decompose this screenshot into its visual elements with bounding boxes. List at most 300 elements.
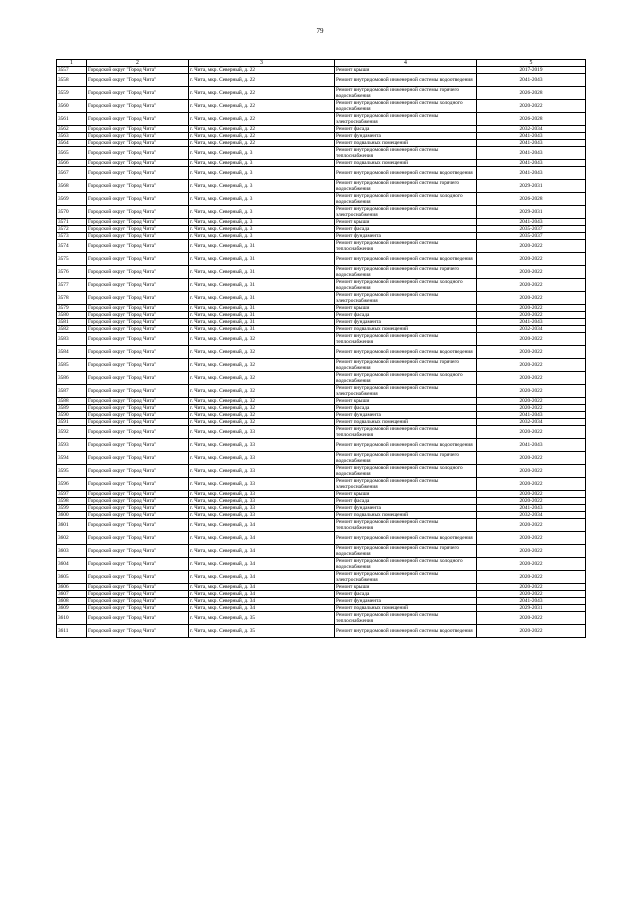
municipality-cell: Городской округ "Город Чита" bbox=[87, 465, 189, 478]
address-cell: г. Чита, мкр. Северный, д. 34 bbox=[189, 545, 335, 558]
address-cell: г. Чита, мкр. Северный, д. 3 bbox=[189, 206, 335, 219]
period-cell: 2029-2031 bbox=[477, 180, 586, 193]
row-number: 3566 bbox=[57, 160, 87, 167]
municipality-cell: Городской округ "Город Чита" bbox=[87, 505, 189, 512]
address-cell: г. Чита, мкр. Северный, д. 34 bbox=[189, 584, 335, 591]
work-type-cell: Ремонт фасада bbox=[335, 312, 477, 319]
row-number: 3603 bbox=[57, 545, 87, 558]
work-type-cell: Ремонт фасада bbox=[335, 591, 477, 598]
work-type-cell: Ремонт внутридомовой инженерной системы теплоснабжения bbox=[335, 519, 477, 532]
period-cell: 2020-2022 bbox=[477, 591, 586, 598]
municipality-cell: Городской округ "Город Чита" bbox=[87, 519, 189, 532]
column-header-1: 1 bbox=[57, 60, 87, 67]
period-cell: 2041-2043 bbox=[477, 598, 586, 605]
municipality-cell: Городской округ "Город Чита" bbox=[87, 305, 189, 312]
municipality-cell: Городской округ "Город Чита" bbox=[87, 598, 189, 605]
address-cell: г. Чита, мкр. Северный, д. 22 bbox=[189, 74, 335, 87]
municipality-cell: Городской округ "Город Чита" bbox=[87, 67, 189, 74]
column-header-5: 5 bbox=[477, 60, 586, 67]
table-row bbox=[57, 571, 586, 584]
municipality-cell: Городской округ "Город Чита" bbox=[87, 279, 189, 292]
row-number: 3601 bbox=[57, 519, 87, 532]
municipality-cell: Городской округ "Город Чита" bbox=[87, 498, 189, 505]
work-type-cell: Ремонт фундамента bbox=[335, 233, 477, 240]
period-cell: 2020-2022 bbox=[477, 426, 586, 439]
municipality-cell: Городской округ "Город Чита" bbox=[87, 140, 189, 147]
period-cell: 2020-2022 bbox=[477, 584, 586, 591]
work-type-cell: Ремонт внутридомовой инженерной системы холодного водоснабжения bbox=[335, 558, 477, 571]
row-number: 3577 bbox=[57, 279, 87, 292]
row-number: 3609 bbox=[57, 605, 87, 612]
address-cell: г. Чита, мкр. Северный, д. 3 bbox=[189, 180, 335, 193]
row-number: 3600 bbox=[57, 512, 87, 519]
table-row bbox=[57, 233, 586, 240]
row-number: 3580 bbox=[57, 312, 87, 319]
work-type-cell: Ремонт внутридомовой инженерной системы электроснабжения bbox=[335, 478, 477, 491]
address-cell: г. Чита, мкр. Северный, д. 3 bbox=[189, 193, 335, 206]
period-cell: 2020-2022 bbox=[477, 359, 586, 372]
row-number: 3573 bbox=[57, 233, 87, 240]
period-cell: 2035-2037 bbox=[477, 233, 586, 240]
work-type-cell: Ремонт внутридомовой инженерной системы водоотведения bbox=[335, 253, 477, 266]
table-row bbox=[57, 319, 586, 326]
address-cell: г. Чита, мкр. Северный, д. 34 bbox=[189, 605, 335, 612]
row-number: 3569 bbox=[57, 193, 87, 206]
period-cell: 2026-2028 bbox=[477, 113, 586, 126]
period-cell: 2035-2037 bbox=[477, 226, 586, 233]
address-cell: г. Чита, мкр. Северный, д. 31 bbox=[189, 240, 335, 253]
address-cell: г. Чита, мкр. Северный, д. 32 bbox=[189, 372, 335, 385]
work-type-cell: Ремонт внутридомовой инженерной системы горячего водоснабжения bbox=[335, 87, 477, 100]
row-number: 3558 bbox=[57, 74, 87, 87]
work-type-cell: Ремонт внутридомовой инженерной системы водоотведения bbox=[335, 346, 477, 359]
municipality-cell: Городской округ "Город Чита" bbox=[87, 133, 189, 140]
municipality-cell: Городской округ "Город Чита" bbox=[87, 226, 189, 233]
address-cell: г. Чита, мкр. Северный, д. 32 bbox=[189, 385, 335, 398]
repair-schedule-table bbox=[56, 59, 586, 638]
period-cell: 2041-2043 bbox=[477, 319, 586, 326]
period-cell: 2020-2022 bbox=[477, 253, 586, 266]
table-row bbox=[57, 292, 586, 305]
municipality-cell: Городской округ "Город Чита" bbox=[87, 512, 189, 519]
address-cell: г. Чита, мкр. Северный, д. 31 bbox=[189, 253, 335, 266]
work-type-cell: Ремонт фундамента bbox=[335, 598, 477, 605]
table-row bbox=[57, 512, 586, 519]
row-number: 3574 bbox=[57, 240, 87, 253]
address-cell: г. Чита, мкр. Северный, д. 34 bbox=[189, 558, 335, 571]
page-number: 79 bbox=[316, 27, 324, 35]
work-type-cell: Ремонт внутридомовой инженерной системы холодного водоснабжения bbox=[335, 193, 477, 206]
table-row bbox=[57, 226, 586, 233]
table-row bbox=[57, 625, 586, 638]
period-cell: 2020-2022 bbox=[477, 398, 586, 405]
municipality-cell: Городской округ "Город Чита" bbox=[87, 253, 189, 266]
address-cell: г. Чита, мкр. Северный, д. 33 bbox=[189, 478, 335, 491]
address-cell: г. Чита, мкр. Северный, д. 33 bbox=[189, 498, 335, 505]
municipality-cell: Городской округ "Город Чита" bbox=[87, 167, 189, 180]
table-row bbox=[57, 372, 586, 385]
work-type-cell: Ремонт фасада bbox=[335, 498, 477, 505]
work-type-cell: Ремонт внутридомовой инженерной системы водоотведения bbox=[335, 167, 477, 180]
municipality-cell: Городской округ "Город Чита" bbox=[87, 478, 189, 491]
table-row bbox=[57, 505, 586, 512]
period-cell: 2020-2022 bbox=[477, 625, 586, 638]
row-number: 3579 bbox=[57, 305, 87, 312]
work-type-cell: Ремонт внутридомовой инженерной системы горячего водоснабжения bbox=[335, 452, 477, 465]
work-type-cell: Ремонт внутридомовой инженерной системы горячего водоснабжения bbox=[335, 180, 477, 193]
table-row bbox=[57, 193, 586, 206]
municipality-cell: Городской округ "Город Чита" bbox=[87, 113, 189, 126]
table-row bbox=[57, 100, 586, 113]
address-cell: г. Чита, мкр. Северный, д. 3 bbox=[189, 226, 335, 233]
municipality-cell: Городской округ "Город Чита" bbox=[87, 87, 189, 100]
period-cell: 2020-2022 bbox=[477, 305, 586, 312]
period-cell: 2020-2022 bbox=[477, 558, 586, 571]
table-row bbox=[57, 598, 586, 605]
table-row bbox=[57, 126, 586, 133]
row-number: 3585 bbox=[57, 359, 87, 372]
period-cell: 2041-2043 bbox=[477, 439, 586, 452]
work-type-cell: Ремонт фасада bbox=[335, 405, 477, 412]
work-type-cell: Ремонт внутридомовой инженерной системы холодного водоснабжения bbox=[335, 100, 477, 113]
work-type-cell: Ремонт внутридомовой инженерной системы холодного водоснабжения bbox=[335, 279, 477, 292]
row-number: 3576 bbox=[57, 266, 87, 279]
municipality-cell: Городской округ "Город Чита" bbox=[87, 219, 189, 226]
municipality-cell: Городской округ "Город Чита" bbox=[87, 405, 189, 412]
address-cell: г. Чита, мкр. Северный, д. 3 bbox=[189, 167, 335, 180]
address-cell: г. Чита, мкр. Северный, д. 35 bbox=[189, 625, 335, 638]
address-cell: г. Чита, мкр. Северный, д. 33 bbox=[189, 512, 335, 519]
table-row bbox=[57, 67, 586, 74]
table-row bbox=[57, 612, 586, 625]
address-cell: г. Чита, мкр. Северный, д. 32 bbox=[189, 405, 335, 412]
table-row bbox=[57, 326, 586, 333]
work-type-cell: Ремонт фундамента bbox=[335, 412, 477, 419]
work-type-cell: Ремонт внутридомовой инженерной системы горячего водоснабжения bbox=[335, 359, 477, 372]
work-type-cell: Ремонт крыши bbox=[335, 584, 477, 591]
address-cell: г. Чита, мкр. Северный, д. 32 bbox=[189, 333, 335, 346]
table-row bbox=[57, 452, 586, 465]
work-type-cell: Ремонт фасада bbox=[335, 226, 477, 233]
table-row bbox=[57, 219, 586, 226]
row-number: 3592 bbox=[57, 426, 87, 439]
row-number: 3610 bbox=[57, 612, 87, 625]
work-type-cell: Ремонт крыши bbox=[335, 305, 477, 312]
municipality-cell: Городской округ "Город Чита" bbox=[87, 147, 189, 160]
address-cell: г. Чита, мкр. Северный, д. 34 bbox=[189, 591, 335, 598]
municipality-cell: Городской округ "Город Чита" bbox=[87, 532, 189, 545]
period-cell: 2020-2022 bbox=[477, 266, 586, 279]
period-cell: 2020-2022 bbox=[477, 478, 586, 491]
table-row bbox=[57, 439, 586, 452]
period-cell: 2020-2022 bbox=[477, 385, 586, 398]
work-type-cell: Ремонт внутридомовой инженерной системы холодного водоснабжения bbox=[335, 465, 477, 478]
row-number: 3594 bbox=[57, 452, 87, 465]
period-cell: 2020-2022 bbox=[477, 372, 586, 385]
table-row bbox=[57, 87, 586, 100]
row-number: 3561 bbox=[57, 113, 87, 126]
address-cell: г. Чита, мкр. Северный, д. 35 bbox=[189, 612, 335, 625]
table-row bbox=[57, 419, 586, 426]
table-row bbox=[57, 532, 586, 545]
address-cell: г. Чита, мкр. Северный, д. 22 bbox=[189, 113, 335, 126]
table-row bbox=[57, 312, 586, 319]
period-cell: 2041-2043 bbox=[477, 412, 586, 419]
work-type-cell: Ремонт внутридомовой инженерной системы теплоснабжения bbox=[335, 333, 477, 346]
work-type-cell: Ремонт фундамента bbox=[335, 319, 477, 326]
work-type-cell: Ремонт внутридомовой инженерной системы электроснабжения bbox=[335, 206, 477, 219]
table-header bbox=[57, 60, 586, 67]
row-number: 3586 bbox=[57, 372, 87, 385]
work-type-cell: Ремонт внутридомовой инженерной системы водоотведения bbox=[335, 532, 477, 545]
table-row bbox=[57, 140, 586, 147]
period-cell: 2020-2022 bbox=[477, 346, 586, 359]
row-number: 3607 bbox=[57, 591, 87, 598]
work-type-cell: Ремонт подвальных помещений bbox=[335, 419, 477, 426]
address-cell: г. Чита, мкр. Северный, д. 31 bbox=[189, 312, 335, 319]
table-row bbox=[57, 279, 586, 292]
row-number: 3589 bbox=[57, 405, 87, 412]
period-cell: 2020-2022 bbox=[477, 545, 586, 558]
table-row bbox=[57, 398, 586, 405]
row-number: 3597 bbox=[57, 491, 87, 498]
period-cell: 2032-2034 bbox=[477, 512, 586, 519]
work-type-cell: Ремонт внутридомовой инженерной системы теплоснабжения bbox=[335, 147, 477, 160]
table-row bbox=[57, 558, 586, 571]
work-type-cell: Ремонт крыши bbox=[335, 67, 477, 74]
period-cell: 2020-2022 bbox=[477, 312, 586, 319]
municipality-cell: Городской округ "Город Чита" bbox=[87, 74, 189, 87]
period-cell: 2020-2022 bbox=[477, 100, 586, 113]
municipality-cell: Городской округ "Город Чита" bbox=[87, 491, 189, 498]
period-cell: 2020-2022 bbox=[477, 612, 586, 625]
row-number: 3602 bbox=[57, 532, 87, 545]
row-number: 3572 bbox=[57, 226, 87, 233]
municipality-cell: Городской округ "Город Чита" bbox=[87, 266, 189, 279]
work-type-cell: Ремонт подвальных помещений bbox=[335, 326, 477, 333]
period-cell: 2026-2028 bbox=[477, 87, 586, 100]
address-cell: г. Чита, мкр. Северный, д. 32 bbox=[189, 346, 335, 359]
period-cell: 2041-2043 bbox=[477, 160, 586, 167]
work-type-cell: Ремонт крыши bbox=[335, 398, 477, 405]
address-cell: г. Чита, мкр. Северный, д. 3 bbox=[189, 147, 335, 160]
work-type-cell: Ремонт подвальных помещений bbox=[335, 160, 477, 167]
row-number: 3567 bbox=[57, 167, 87, 180]
work-type-cell: Ремонт внутридомовой инженерной системы водоотведения bbox=[335, 74, 477, 87]
row-number: 3593 bbox=[57, 439, 87, 452]
period-cell: 2020-2022 bbox=[477, 532, 586, 545]
table-row bbox=[57, 605, 586, 612]
row-number: 3571 bbox=[57, 219, 87, 226]
row-number: 3564 bbox=[57, 140, 87, 147]
address-cell: г. Чита, мкр. Северный, д. 3 bbox=[189, 233, 335, 240]
address-cell: г. Чита, мкр. Северный, д. 22 bbox=[189, 140, 335, 147]
period-cell: 2020-2022 bbox=[477, 279, 586, 292]
row-number: 3599 bbox=[57, 505, 87, 512]
municipality-cell: Городской округ "Город Чита" bbox=[87, 419, 189, 426]
row-number: 3604 bbox=[57, 558, 87, 571]
municipality-cell: Городской округ "Город Чита" bbox=[87, 206, 189, 219]
row-number: 3560 bbox=[57, 100, 87, 113]
municipality-cell: Городской округ "Город Чита" bbox=[87, 292, 189, 305]
row-number: 3557 bbox=[57, 67, 87, 74]
work-type-cell: Ремонт крыши bbox=[335, 491, 477, 498]
work-type-cell: Ремонт подвальных помещений bbox=[335, 140, 477, 147]
row-number: 3563 bbox=[57, 133, 87, 140]
table-row bbox=[57, 167, 586, 180]
municipality-cell: Городской округ "Город Чита" bbox=[87, 372, 189, 385]
municipality-cell: Городской округ "Город Чита" bbox=[87, 584, 189, 591]
work-type-cell: Ремонт крыши bbox=[335, 219, 477, 226]
address-cell: г. Чита, мкр. Северный, д. 33 bbox=[189, 452, 335, 465]
row-number: 3587 bbox=[57, 385, 87, 398]
address-cell: г. Чита, мкр. Северный, д. 34 bbox=[189, 532, 335, 545]
table-row bbox=[57, 147, 586, 160]
work-type-cell: Ремонт внутридомовой инженерной системы водоотведения bbox=[335, 625, 477, 638]
address-cell: г. Чита, мкр. Северный, д. 22 bbox=[189, 126, 335, 133]
period-cell: 2020-2022 bbox=[477, 452, 586, 465]
table-row bbox=[57, 359, 586, 372]
table-row bbox=[57, 333, 586, 346]
table-row bbox=[57, 206, 586, 219]
municipality-cell: Городской округ "Город Чита" bbox=[87, 439, 189, 452]
table-row bbox=[57, 465, 586, 478]
municipality-cell: Городской округ "Город Чита" bbox=[87, 571, 189, 584]
municipality-cell: Городской округ "Город Чита" bbox=[87, 545, 189, 558]
work-type-cell: Ремонт фундамента bbox=[335, 133, 477, 140]
work-type-cell: Ремонт внутридомовой инженерной системы электроснабжения bbox=[335, 571, 477, 584]
address-cell: г. Чита, мкр. Северный, д. 22 bbox=[189, 87, 335, 100]
table-row bbox=[57, 74, 586, 87]
period-cell: 2020-2022 bbox=[477, 333, 586, 346]
address-cell: г. Чита, мкр. Северный, д. 34 bbox=[189, 571, 335, 584]
address-cell: г. Чита, мкр. Северный, д. 34 bbox=[189, 598, 335, 605]
address-cell: г. Чита, мкр. Северный, д. 32 bbox=[189, 419, 335, 426]
address-cell: г. Чита, мкр. Северный, д. 33 bbox=[189, 465, 335, 478]
period-cell: 2041-2043 bbox=[477, 219, 586, 226]
row-number: 3582 bbox=[57, 326, 87, 333]
table-row bbox=[57, 253, 586, 266]
period-cell: 2041-2043 bbox=[477, 167, 586, 180]
period-cell: 2032-2034 bbox=[477, 126, 586, 133]
period-cell: 2041-2043 bbox=[477, 505, 586, 512]
address-cell: г. Чита, мкр. Северный, д. 3 bbox=[189, 160, 335, 167]
municipality-cell: Городской округ "Город Чита" bbox=[87, 558, 189, 571]
municipality-cell: Городской округ "Город Чита" bbox=[87, 326, 189, 333]
table-row bbox=[57, 491, 586, 498]
table-row bbox=[57, 498, 586, 505]
table-row bbox=[57, 412, 586, 419]
address-cell: г. Чита, мкр. Северный, д. 22 bbox=[189, 67, 335, 74]
municipality-cell: Городской округ "Город Чита" bbox=[87, 240, 189, 253]
row-number: 3606 bbox=[57, 584, 87, 591]
municipality-cell: Городской округ "Город Чита" bbox=[87, 126, 189, 133]
period-cell: 2020-2022 bbox=[477, 491, 586, 498]
municipality-cell: Городской округ "Город Чита" bbox=[87, 605, 189, 612]
municipality-cell: Городской округ "Город Чита" bbox=[87, 160, 189, 167]
period-cell: 2020-2022 bbox=[477, 405, 586, 412]
period-cell: 2020-2022 bbox=[477, 465, 586, 478]
row-number: 3578 bbox=[57, 292, 87, 305]
address-cell: г. Чита, мкр. Северный, д. 31 bbox=[189, 266, 335, 279]
row-number: 3559 bbox=[57, 87, 87, 100]
work-type-cell: Ремонт внутридомовой инженерной системы горячего водоснабжения bbox=[335, 545, 477, 558]
municipality-cell: Городской округ "Город Чита" bbox=[87, 359, 189, 372]
table-body bbox=[57, 67, 586, 638]
period-cell: 2041-2043 bbox=[477, 147, 586, 160]
municipality-cell: Городской округ "Город Чита" bbox=[87, 233, 189, 240]
address-cell: г. Чита, мкр. Северный, д. 32 bbox=[189, 359, 335, 372]
row-number: 3575 bbox=[57, 253, 87, 266]
row-number: 3581 bbox=[57, 319, 87, 326]
column-header-3: 3 bbox=[189, 60, 335, 67]
period-cell: 2032-2034 bbox=[477, 419, 586, 426]
row-number: 3596 bbox=[57, 478, 87, 491]
municipality-cell: Городской округ "Город Чита" bbox=[87, 193, 189, 206]
municipality-cell: Городской округ "Город Чита" bbox=[87, 612, 189, 625]
period-cell: 2020-2022 bbox=[477, 519, 586, 532]
table-row bbox=[57, 305, 586, 312]
address-cell: г. Чита, мкр. Северный, д. 22 bbox=[189, 133, 335, 140]
table-row bbox=[57, 133, 586, 140]
work-type-cell: Ремонт внутридомовой инженерной системы водоотведения bbox=[335, 439, 477, 452]
municipality-cell: Городской округ "Город Чита" bbox=[87, 385, 189, 398]
address-cell: г. Чита, мкр. Северный, д. 3 bbox=[189, 219, 335, 226]
work-type-cell: Ремонт фундамента bbox=[335, 505, 477, 512]
table-row bbox=[57, 160, 586, 167]
work-type-cell: Ремонт подвальных помещений bbox=[335, 605, 477, 612]
table-row bbox=[57, 180, 586, 193]
column-header-2: 2 bbox=[87, 60, 189, 67]
row-number: 3568 bbox=[57, 180, 87, 193]
period-cell: 2041-2043 bbox=[477, 74, 586, 87]
period-cell: 2029-2031 bbox=[477, 206, 586, 219]
municipality-cell: Городской округ "Город Чита" bbox=[87, 591, 189, 598]
work-type-cell: Ремонт внутридомовой инженерной системы горячего водоснабжения bbox=[335, 266, 477, 279]
row-number: 3595 bbox=[57, 465, 87, 478]
period-cell: 2029-2031 bbox=[477, 605, 586, 612]
table-row bbox=[57, 266, 586, 279]
address-cell: г. Чита, мкр. Северный, д. 32 bbox=[189, 412, 335, 419]
period-cell: 2020-2022 bbox=[477, 571, 586, 584]
row-number: 3608 bbox=[57, 598, 87, 605]
row-number: 3605 bbox=[57, 571, 87, 584]
address-cell: г. Чита, мкр. Северный, д. 33 bbox=[189, 439, 335, 452]
address-cell: г. Чита, мкр. Северный, д. 33 bbox=[189, 426, 335, 439]
row-number: 3598 bbox=[57, 498, 87, 505]
municipality-cell: Городской округ "Город Чита" bbox=[87, 333, 189, 346]
table-row bbox=[57, 346, 586, 359]
row-number: 3611 bbox=[57, 625, 87, 638]
municipality-cell: Городской округ "Город Чита" bbox=[87, 412, 189, 419]
row-number: 3584 bbox=[57, 346, 87, 359]
period-cell: 2026-2028 bbox=[477, 193, 586, 206]
address-cell: г. Чита, мкр. Северный, д. 22 bbox=[189, 100, 335, 113]
table-row bbox=[57, 240, 586, 253]
municipality-cell: Городской округ "Город Чита" bbox=[87, 426, 189, 439]
work-type-cell: Ремонт фасада bbox=[335, 126, 477, 133]
municipality-cell: Городской округ "Город Чита" bbox=[87, 625, 189, 638]
table-row bbox=[57, 385, 586, 398]
column-header-4: 4 bbox=[335, 60, 477, 67]
work-type-cell: Ремонт подвальных помещений bbox=[335, 512, 477, 519]
period-cell: 2041-2043 bbox=[477, 133, 586, 140]
row-number: 3591 bbox=[57, 419, 87, 426]
table-row bbox=[57, 113, 586, 126]
row-number: 3583 bbox=[57, 333, 87, 346]
address-cell: г. Чита, мкр. Северный, д. 31 bbox=[189, 305, 335, 312]
work-type-cell: Ремонт внутридомовой инженерной системы электроснабжения bbox=[335, 113, 477, 126]
